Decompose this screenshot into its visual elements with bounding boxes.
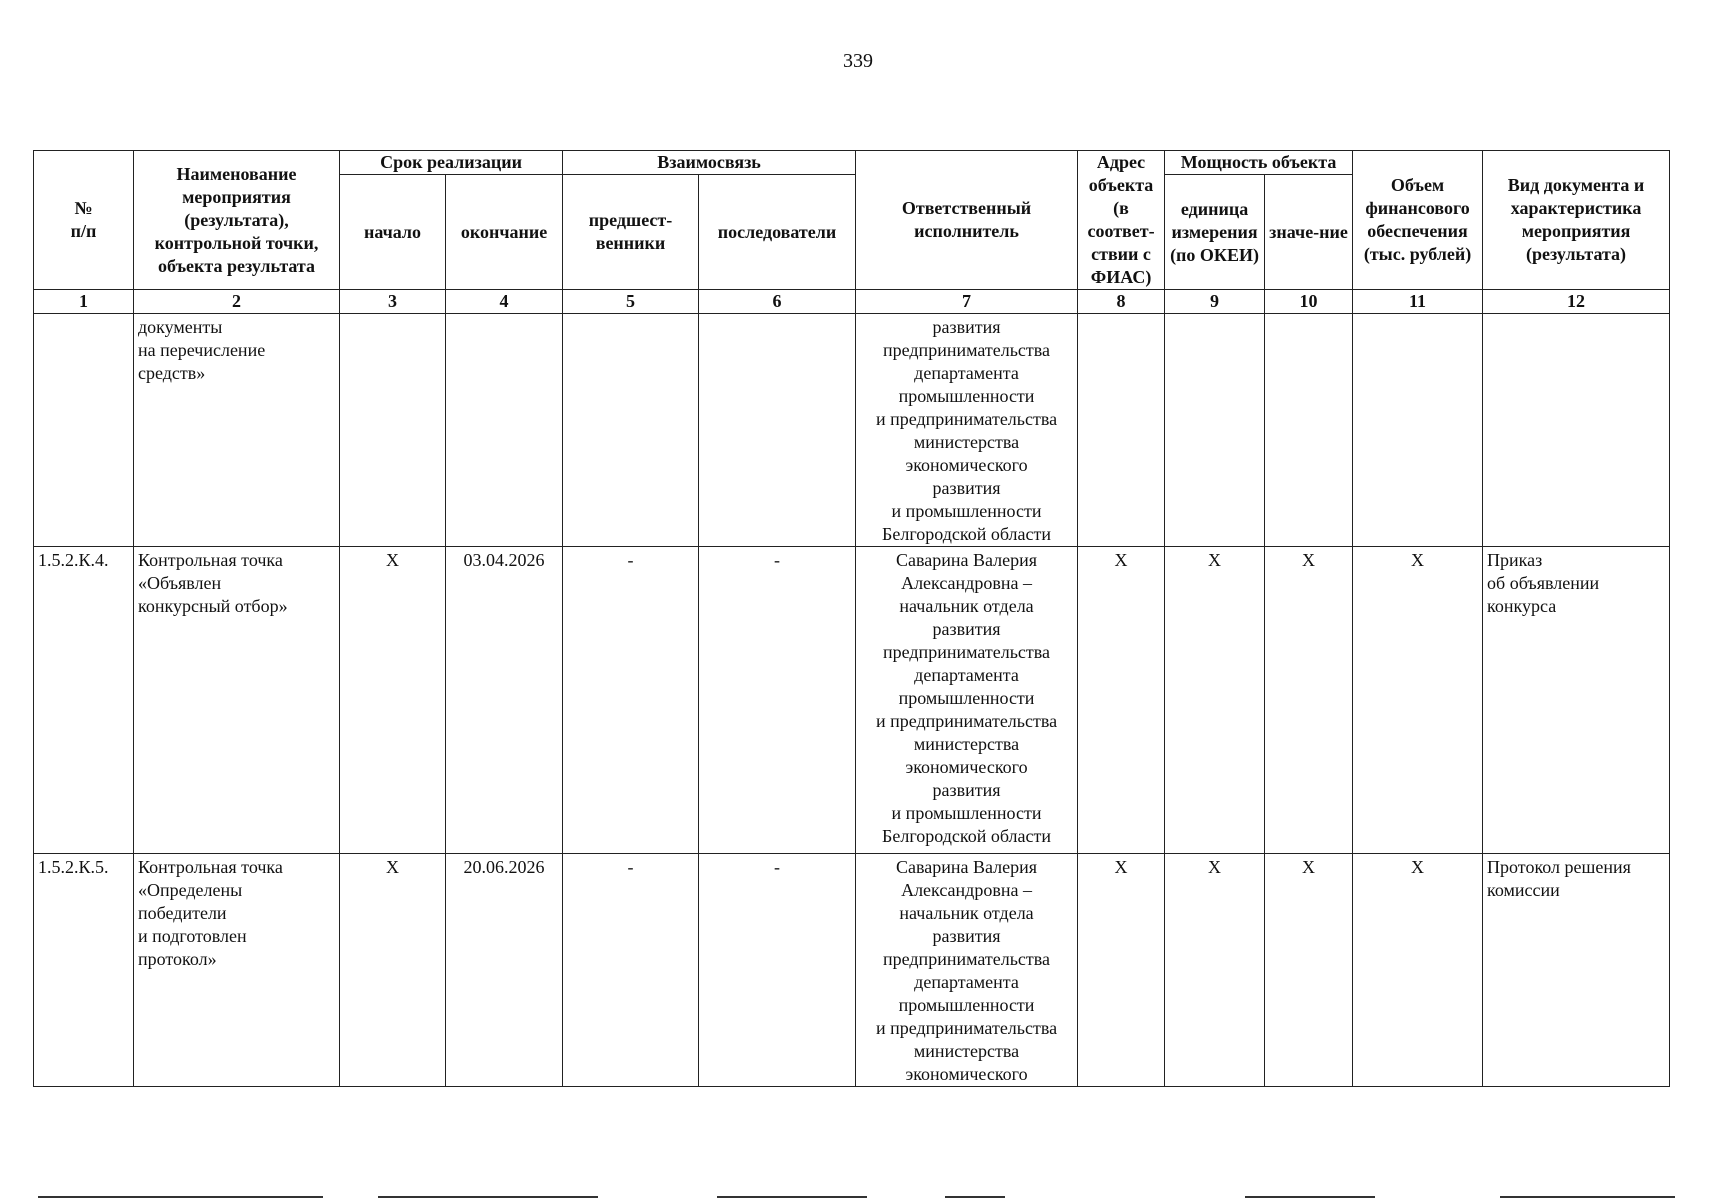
cell-address: X — [1078, 547, 1165, 854]
cell-name: документы на перечисление средств» — [134, 314, 340, 547]
header-unit: единица измерения (по ОКЕИ) — [1165, 175, 1265, 290]
cell-doc: Протокол решения комиссии — [1483, 854, 1670, 1087]
cell-responsible: Саварина Валерия Александровна – начальник отдела развития предпринимательства департамента промышленности и предпринимательства министерства экономического — [856, 854, 1078, 1087]
cell-end: 20.06.2026 — [446, 854, 563, 1087]
plan-table — [33, 150, 1670, 1087]
cell-prev — [563, 314, 699, 547]
cell-num: 1.5.2.К.4. — [34, 547, 134, 854]
cell-value: X — [1265, 547, 1353, 854]
header-value: значе-ние — [1265, 175, 1353, 290]
cell-next: - — [699, 547, 856, 854]
cell-value — [1265, 314, 1353, 547]
cell-value: X — [1265, 854, 1353, 1087]
column-number: 2 — [134, 290, 340, 314]
column-number: 7 — [856, 290, 1078, 314]
cell-start: X — [340, 854, 446, 1087]
cell-next — [699, 314, 856, 547]
header-finance: Объем финансового обеспечения (тыс. рублей) — [1353, 151, 1483, 290]
column-number: 5 — [563, 290, 699, 314]
scan-line — [378, 1196, 598, 1198]
scan-line — [1500, 1196, 1675, 1198]
table-row — [34, 854, 1670, 1087]
header-capacity: Мощность объекта — [1165, 151, 1353, 175]
cell-doc: Приказ об объявлении конкурса — [1483, 547, 1670, 854]
cell-address: X — [1078, 854, 1165, 1087]
table-body — [34, 314, 1670, 1087]
column-number: 1 — [34, 290, 134, 314]
page-number: 339 — [843, 50, 873, 72]
table-row — [34, 314, 1670, 547]
header-doc-type: Вид документа и характеристика мероприятия (результата) — [1483, 151, 1670, 290]
column-number: 4 — [446, 290, 563, 314]
cell-next: - — [699, 854, 856, 1087]
cell-end: 03.04.2026 — [446, 547, 563, 854]
scan-line — [38, 1196, 323, 1198]
column-number: 6 — [699, 290, 856, 314]
cell-unit: X — [1165, 547, 1265, 854]
cell-finance: X — [1353, 547, 1483, 854]
header-term-start: начало — [340, 175, 446, 290]
header-responsible: Ответственный исполнитель — [856, 151, 1078, 290]
cell-start — [340, 314, 446, 547]
column-number: 9 — [1165, 290, 1265, 314]
column-number: 3 — [340, 290, 446, 314]
header-link-next: последователи — [699, 175, 856, 290]
cell-responsible: Саварина Валерия Александровна – начальник отдела развития предпринимательства департамента промышленности и предпринимательства министерства экономического развития и промышленности Белгородской области — [856, 547, 1078, 854]
header-term-end: окончание — [446, 175, 563, 290]
header-name: Наименование мероприятия (результата), контрольной точки, объекта результата — [134, 151, 340, 290]
cell-num — [34, 314, 134, 547]
column-number: 11 — [1353, 290, 1483, 314]
cell-start: X — [340, 547, 446, 854]
header-num: № п/п — [34, 151, 134, 290]
cell-finance — [1353, 314, 1483, 547]
cell-finance: X — [1353, 854, 1483, 1087]
scan-line — [945, 1196, 1005, 1198]
cell-prev: - — [563, 854, 699, 1087]
scan-line — [1245, 1196, 1375, 1198]
cell-end — [446, 314, 563, 547]
cell-unit — [1165, 314, 1265, 547]
header-link: Взаимосвязь — [563, 151, 856, 175]
cell-prev: - — [563, 547, 699, 854]
column-numbers-row — [34, 290, 1670, 314]
cell-name: Контрольная точка «Объявлен конкурсный отбор» — [134, 547, 340, 854]
cell-num: 1.5.2.К.5. — [34, 854, 134, 1087]
cell-address — [1078, 314, 1165, 547]
table-header — [34, 151, 1670, 314]
cell-responsible: развития предпринимательства департамента промышленности и предпринимательства министерства экономического развития и промышленности Белгородской области — [856, 314, 1078, 547]
header-address: Адрес объекта (в соответ-ствии с ФИАС) — [1078, 151, 1165, 290]
column-number: 12 — [1483, 290, 1670, 314]
column-number: 8 — [1078, 290, 1165, 314]
column-number: 10 — [1265, 290, 1353, 314]
header-link-prev: предшест-венники — [563, 175, 699, 290]
cell-doc — [1483, 314, 1670, 547]
cell-name: Контрольная точка «Определены победители и подготовлен протокол» — [134, 854, 340, 1087]
cell-unit: X — [1165, 854, 1265, 1087]
header-term: Срок реализации — [340, 151, 563, 175]
table-row — [34, 547, 1670, 854]
scan-line — [717, 1196, 867, 1198]
